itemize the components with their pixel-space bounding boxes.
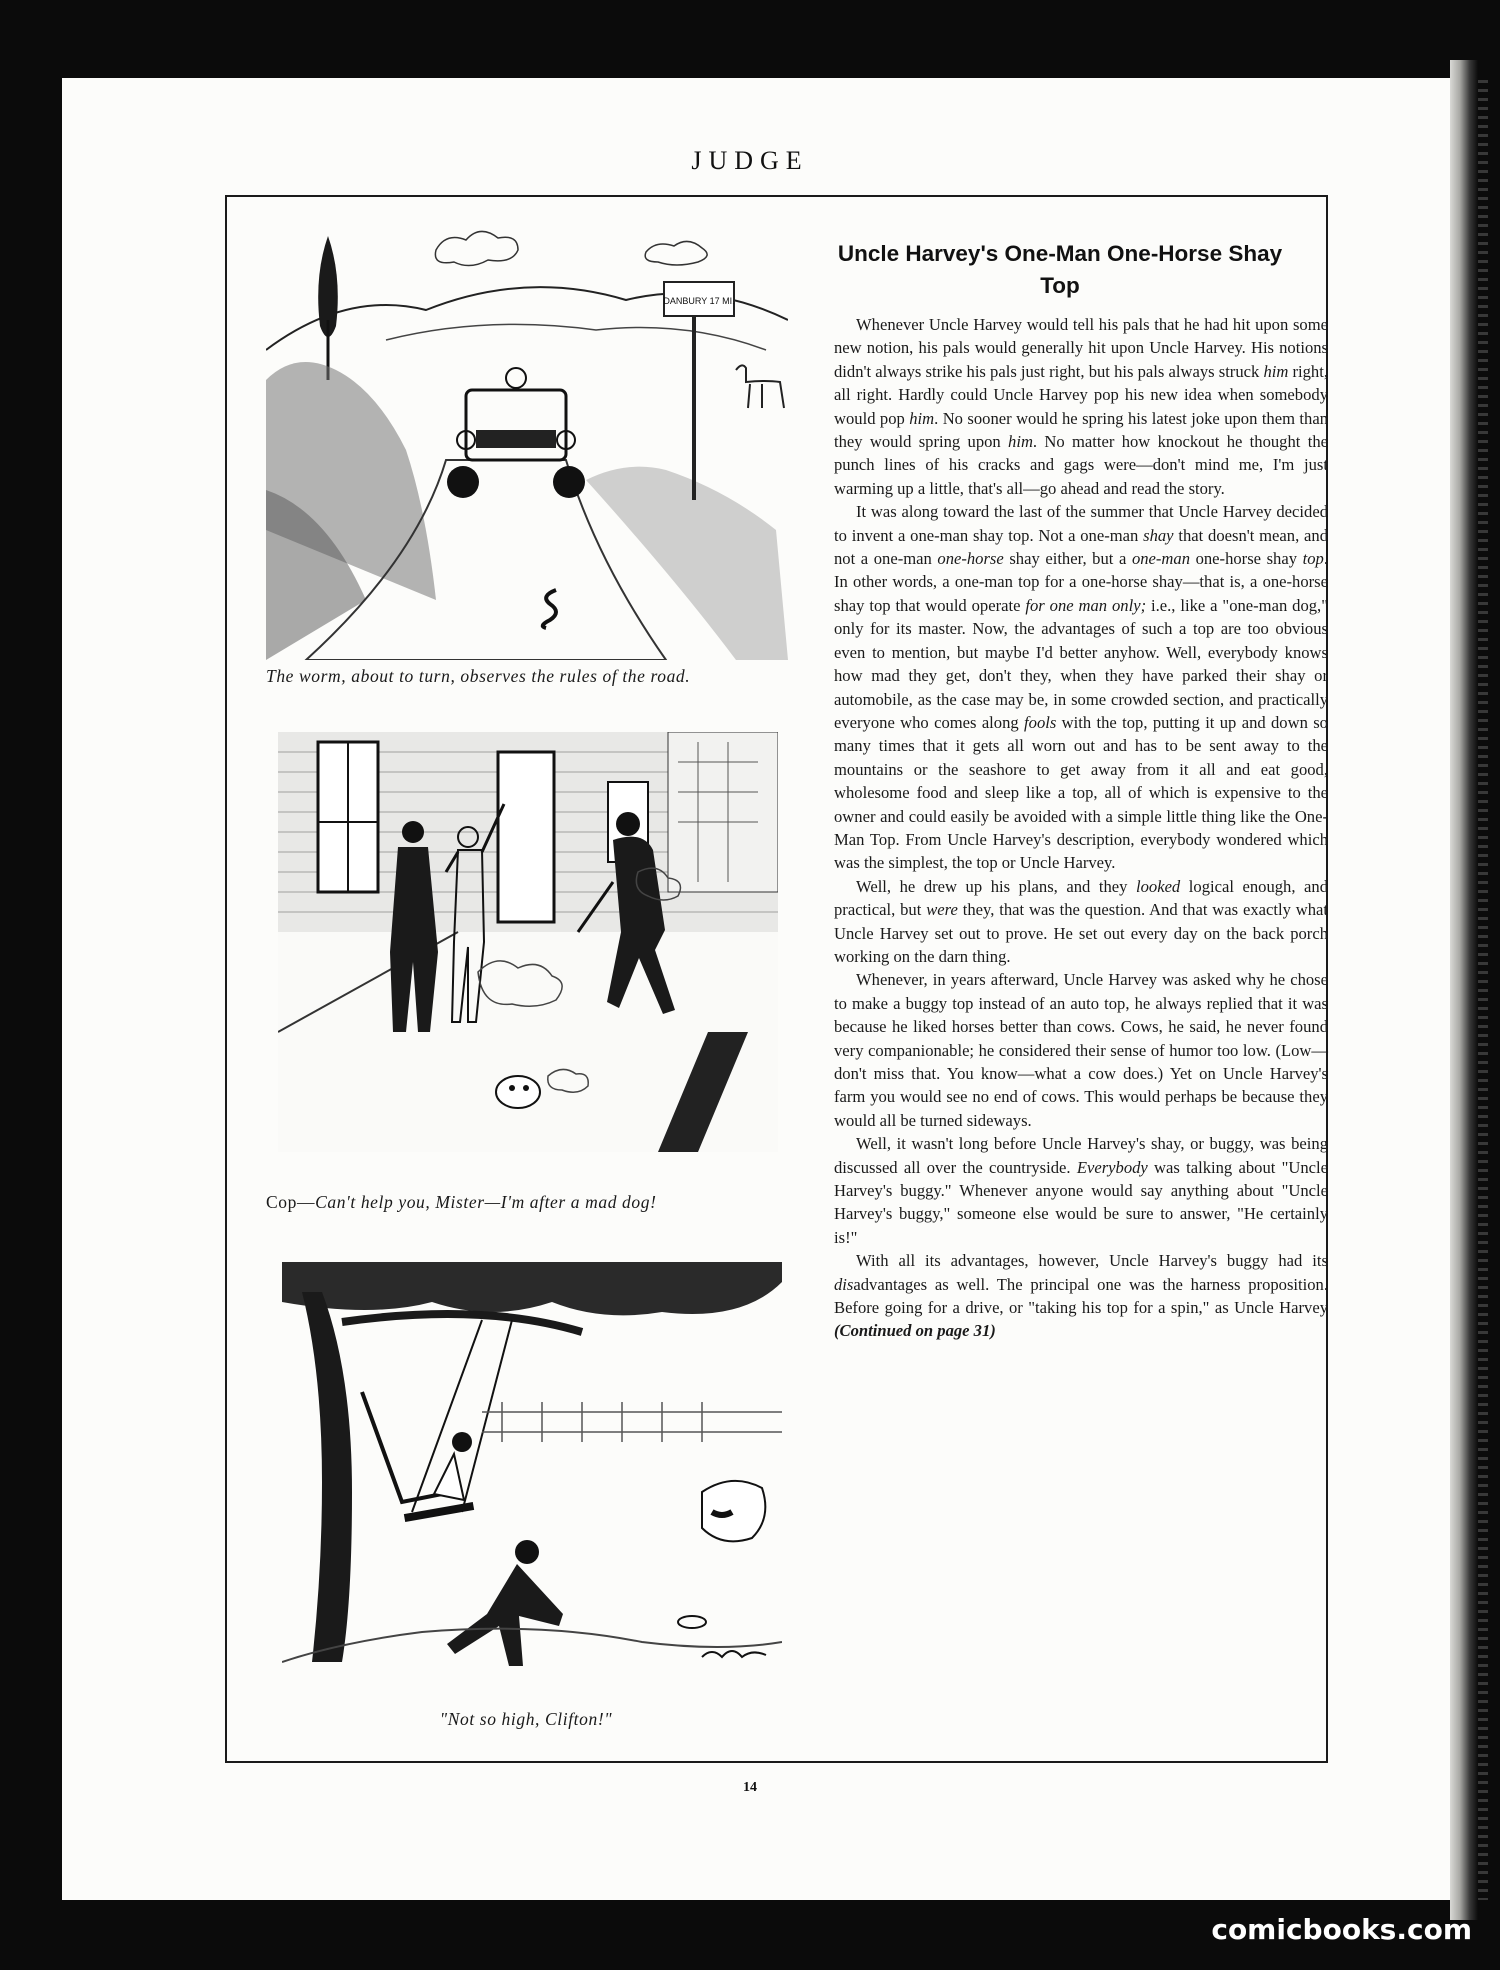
italic-run: him [1263, 361, 1289, 381]
cow-icon [702, 1481, 765, 1541]
hat-icon [678, 1616, 706, 1628]
dog-icon [496, 1076, 540, 1108]
italic-run: top [1302, 549, 1324, 569]
italic-run: for one man only; [1025, 595, 1147, 615]
cop-caption [266, 1190, 786, 1214]
text-run: shay either, but a [1003, 549, 1132, 569]
italic-run: dis [834, 1274, 854, 1294]
continued-on-page-link: (Continued on page 31) [834, 1321, 996, 1341]
text-run: With all its advantages, however, Uncle Harvey's buggy had its [856, 1251, 1328, 1271]
text-run: was talking about "Uncle Harvey's buggy." Whenever anyone would say anything about "Uncle Harvey's buggy," someone else would be sure to answer, "He certainly is!" [834, 1157, 1329, 1247]
article-paragraph [834, 313, 1328, 500]
text-run: Whenever, in years afterward, Uncle Harvey was asked why he chose to make a buggy top instead of an auto top, he always replied that it was because he liked horses better than cows. Cows, he said, he never found very companionable; he considered their sense of humor too low. (Low—don't miss that. You know—what a cow does.) Yet on Uncle Harvey's farm you would see no end of cows. This would perhaps be because they would all be turned sideways. [834, 970, 1328, 1130]
woman-on-swing-icon [362, 1392, 472, 1502]
fence [482, 1402, 782, 1442]
doorway [498, 752, 554, 922]
text-run: It was along toward the last of the summer that Uncle Harvey decided to invent a one-man shay top. Not a one-man [834, 502, 1328, 545]
article-body [834, 313, 1328, 1343]
branch [342, 1314, 582, 1332]
swing-caption: "Not so high, Clifton!" [439, 1709, 613, 1729]
italic-run: looked [1136, 876, 1181, 896]
page-number: 14 [743, 1780, 757, 1795]
text-run: Well, it wasn't long before Uncle Harvey's shay, or buggy, was being discussed all over the countryside. [834, 1134, 1328, 1177]
far-hills [386, 324, 766, 350]
swing-illustration [282, 1262, 782, 1692]
article-paragraph [834, 968, 1328, 1132]
text-run: logical enough, and practical, but [834, 876, 1329, 920]
car-caption: The worm, about to turn, observes the rules of the road. [266, 666, 691, 686]
italic-run: one-horse [937, 549, 1004, 569]
cloud-icon-2 [645, 241, 707, 265]
text-run: advantages as well. The principal one was the harness proposition. Before going for a drive, or "taking his top for a spin," as Uncle Harvey [834, 1274, 1328, 1318]
article-title: Uncle Harvey's One-Man One-Horse Shay Top [837, 241, 1283, 298]
text-run: . No sooner would he spring his latest joke upon them than they would spring upon [834, 408, 1328, 452]
italic-run: Everybody [1076, 1157, 1148, 1177]
cop-caption-speaker: Cop— [266, 1192, 316, 1212]
text-run: . No matter how knockout he thought the punch lines of his cracks and gags were—don't mind me, I'm just warming up a little, that's all—go ahead and read the story. [834, 432, 1328, 498]
italic-run: one-man [1131, 549, 1190, 569]
text-run: right, all right. Hardly could Uncle Harvey pop his new idea when somebody would pop [834, 361, 1328, 428]
text-run: . In other words, a one-man top for a one-horse shay—that is, a one-horse shay top that would operate [834, 549, 1328, 615]
italic-run: shay [1143, 525, 1174, 545]
text-run: that doesn't mean, and not a one-man [834, 525, 1328, 569]
sign-text: DANBURY 17 MI. [663, 296, 735, 306]
background-buildings [668, 732, 778, 892]
italic-run: were [926, 900, 958, 920]
cop-mad-dog-illustration [278, 732, 778, 1152]
text-run: Whenever Uncle Harvey would tell his pals that he had hit upon some new notion, his pals would generally hit upon Uncle Harvey. His notions didn't always strike his pals just right, but his pals always struck [834, 315, 1328, 381]
text-run: Well, he drew up his plans, and they [856, 876, 1136, 896]
tree-canopy [282, 1262, 782, 1315]
tree-trunk [302, 1292, 352, 1662]
grass [282, 1629, 782, 1662]
article-paragraph [834, 875, 1328, 969]
watermark: comicbooks.com [1211, 1913, 1472, 1946]
swing-rope-2 [462, 1320, 512, 1512]
page-edges [1478, 80, 1488, 1900]
car-icon [447, 368, 585, 498]
text-run: with the top, putting it up and down so many times that it gets all worn out and has to be sent away to the mountains or the seashore to get away from it all and eat good, wholesome food and sleep like a top, all of which is expensive to the owner and could easily be avoided with a simple little thing like the One-Man Top. From Uncle Harvey's description, everybody wondered which was the simplest, the top or Uncle Harvey. [834, 712, 1328, 873]
article-paragraph [834, 1249, 1328, 1343]
horse-icon [736, 365, 784, 408]
italic-run: fools [1024, 712, 1057, 732]
worm-icon [543, 590, 556, 628]
magazine-title: JUDGE [691, 146, 809, 175]
cloud-icon [435, 231, 518, 265]
cop-caption-text: Can't help you, Mister—I'm after a mad dog! [315, 1192, 657, 1212]
article-paragraph [834, 500, 1328, 875]
italic-run: him [1008, 432, 1033, 452]
artist-signature [702, 1651, 766, 1657]
car-road-illustration [266, 230, 788, 660]
text-run: they, that was the question. And that was exactly what Uncle Harvey set out to prove. He set out every day on the back porch working on the darn thing. [834, 900, 1328, 966]
text-run: i.e., like a "one-man dog," only for its master. Now, the advantages of such a top are too obvious even to mention, but maybe I'd better anyhow. Well, everybody knows how mad they get, don't they, when they have parked their shay or automobile, as the case may be, in some crowded section, and practically everyone who comes along [834, 595, 1328, 732]
italic-run: him [909, 408, 935, 428]
clifton-pushing-icon [447, 1540, 563, 1666]
text-run: one-horse shay [1190, 549, 1303, 569]
page-binding-shadow [1450, 60, 1478, 1920]
stone-wall [586, 467, 788, 660]
signpost [692, 300, 696, 500]
article-paragraph [834, 1132, 1328, 1249]
